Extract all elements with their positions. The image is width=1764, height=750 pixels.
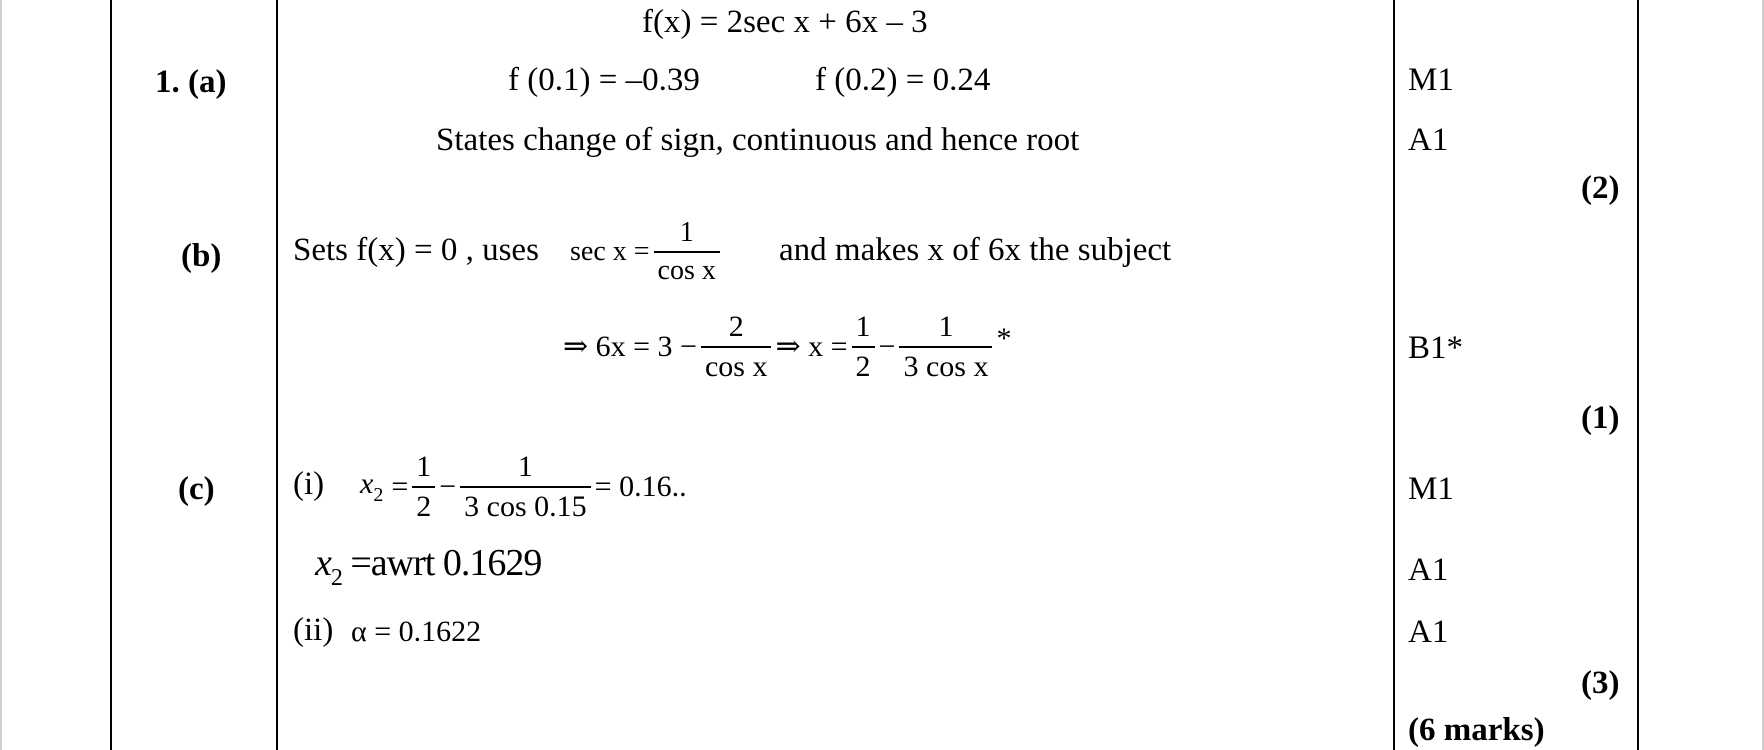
derivation-frac3 [899, 312, 992, 382]
part-c-ii-label: (ii) [293, 612, 334, 648]
iteration-equation [360, 452, 687, 522]
derivation-mid: ⇒ x = [775, 330, 848, 363]
question-number [155, 66, 226, 99]
iteration-frac1 [412, 452, 435, 522]
alpha-value: α = 0.1622 [351, 615, 482, 648]
table-rule-right [1637, 0, 1639, 750]
awrt-value: =awrt 0.1629 [350, 542, 542, 584]
part-b-label: (b) [181, 238, 222, 274]
eval-f-0-2: f (0.2) = 0.24 [815, 62, 991, 98]
derivation-start: ⇒ 6x = 3 − [563, 330, 697, 363]
iteration-frac2-num: 1 [517, 450, 533, 483]
part-b-text-prefix: Sets f(x) = 0 , uses [293, 232, 539, 268]
table-rule-left [110, 0, 112, 750]
question-total: (6 marks) [1408, 712, 1545, 748]
x2-symbol: $x_2$ [360, 467, 384, 506]
question-number-text: 1. [155, 64, 180, 100]
function-definition-text: f(x) = 2sec x + 6x – 3 [642, 4, 928, 40]
awrt-x2-symbol: $x_2$ [315, 542, 342, 591]
mark-b-b1: B1* [1408, 330, 1464, 366]
function-definition [642, 6, 928, 39]
part-b-derivation [563, 312, 1011, 382]
part-b-text-suffix: and makes x of 6x the subject [779, 232, 1172, 268]
table-rule-mid-left [276, 0, 278, 750]
iteration-frac2 [460, 452, 591, 522]
derivation-frac1-den: cos x [701, 346, 772, 382]
sec-fraction-den: cos x [654, 251, 720, 285]
iteration-frac1-den: 2 [412, 486, 435, 522]
x2-equals: = [391, 470, 409, 503]
derivation-frac2 [852, 312, 875, 382]
derivation-frac3-num: 1 [938, 310, 954, 343]
table-rule-mid-right [1393, 0, 1395, 750]
derivation-star: * [996, 322, 1012, 355]
part-a-conclusion: States change of sign, continuous and hence root [436, 122, 1080, 158]
awrt-line [315, 544, 541, 590]
part-c-label: (c) [178, 471, 215, 507]
page-edge-left [0, 0, 2, 750]
mark-a-a1: A1 [1408, 122, 1449, 158]
part-c-total: (3) [1581, 665, 1620, 701]
part-a-total: (2) [1581, 170, 1620, 206]
sec-fraction [654, 219, 720, 285]
eval-f-0-1: f (0.1) = –0.39 [508, 62, 700, 98]
part-b-total: (1) [1581, 400, 1620, 436]
derivation-frac3-den: 3 cos x [899, 346, 992, 382]
part-a-label: (a) [188, 64, 227, 100]
mark-c-a1-first: A1 [1408, 552, 1449, 588]
derivation-minus: − [878, 330, 896, 363]
iteration-frac2-den: 3 cos 0.15 [460, 486, 591, 522]
iteration-frac1-num: 1 [416, 450, 432, 483]
derivation-frac1-num: 2 [728, 310, 744, 343]
sec-identity [570, 219, 724, 285]
sec-fraction-num: 1 [679, 217, 694, 248]
derivation-frac2-num: 1 [855, 310, 871, 343]
iteration-minus: − [439, 470, 457, 503]
iteration-result: = 0.16.. [594, 470, 687, 503]
sec-lhs: sec x = [570, 236, 650, 267]
mark-c-m1: M1 [1408, 471, 1454, 507]
derivation-frac1 [701, 312, 772, 382]
derivation-frac2-den: 2 [852, 346, 875, 382]
part-c-i-label: (i) [293, 466, 325, 502]
mark-c-a1-second: A1 [1408, 614, 1449, 650]
mark-a-m1: M1 [1408, 62, 1454, 98]
